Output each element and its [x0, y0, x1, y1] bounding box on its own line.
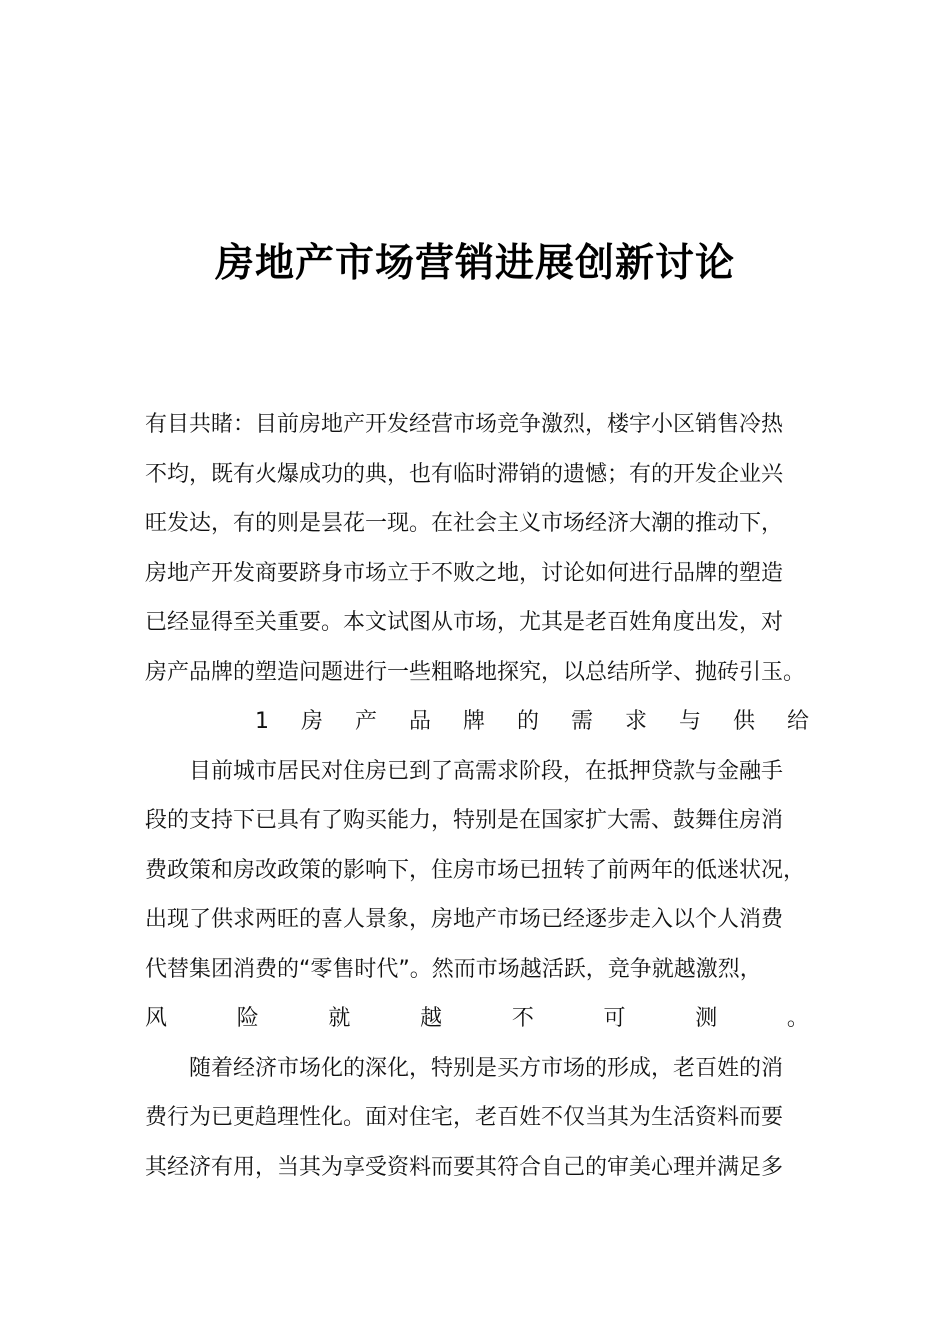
document-title: 房地产市场营销进展创新讨论	[214, 241, 735, 286]
heading-char: 1	[255, 709, 269, 734]
heading-char: 产	[354, 709, 377, 734]
text-line: 其经济有用，当其为享受资料而要其符合自己的审美心理并满足多	[145, 1154, 784, 1180]
section-heading-1	[145, 697, 809, 747]
justified-char: 越	[420, 1006, 443, 1031]
paragraph-consumer-behavior	[145, 1044, 809, 1193]
justified-char: 可	[603, 1006, 626, 1031]
heading-char: 供	[732, 709, 755, 734]
paragraph-intro	[145, 400, 809, 697]
text-line: 目前城市居民对住房已到了高需求阶段，在抵押贷款与金融手	[189, 758, 784, 784]
heading-char: 给	[786, 709, 809, 734]
text-line: 已经显得至关重要。本文试图从市场，尤其是老百姓角度出发，对	[145, 610, 784, 635]
text-line: 段的支持下已具有了购买能力，特别是在国家扩大需、鼓舞住房消	[145, 808, 784, 833]
justified-char: 不	[511, 1006, 534, 1031]
paragraph-demand-supply	[145, 747, 809, 1044]
text-line: 有目共睹：目前房地产开发经营市场竞争激烈，楼宇小区销售冷热	[145, 412, 784, 437]
text-line: 房地产开发商要跻身市场立于不败之地，讨论如何进行品牌的塑造	[145, 560, 784, 586]
justified-char: 测	[695, 1006, 718, 1031]
text-line: 随着经济市场化的深化，特别是买方市场的形成，老百姓的消	[189, 1055, 784, 1081]
text-line: 代替集团消费的“零售时代”。然而市场越活跃，竞争就越激烈，	[145, 956, 762, 982]
heading-char: 房	[300, 709, 323, 734]
justified-char: 风	[145, 1006, 168, 1031]
heading-char: 求	[624, 709, 647, 734]
heading-char: 与	[678, 709, 701, 734]
text-line: 不均，既有火爆成功的典，也有临时滞销的遗憾；有的开发企业兴	[145, 461, 784, 487]
text-line: 费政策和房改政策的影响下，住房市场已扭转了前两年的低迷状况，	[145, 857, 806, 883]
heading-char: 的	[516, 709, 539, 734]
heading-char: 需	[570, 709, 593, 734]
justified-char: 险	[236, 1006, 259, 1031]
heading-char: 牌	[462, 709, 485, 734]
text-line-justified	[145, 994, 809, 1044]
document-body	[145, 400, 809, 1192]
text-line: 房产品牌的塑造问题进行一些粗略地探究，以总结所学、抛砖引玉。	[145, 659, 806, 685]
text-line: 旺发达，有的则是昙花一现。在社会主义市场经济大潮的推动下，	[145, 511, 784, 536]
text-line: 出现了供求两旺的喜人景象，房地产市场已经逐步走入以个人消费	[145, 907, 784, 932]
text-line: 费行为已更趋理性化。面对住宅，老百姓不仅当其为生活资料而要	[145, 1105, 784, 1130]
justified-char: 就	[328, 1006, 351, 1031]
justified-char: 。	[786, 1006, 809, 1031]
heading-char: 品	[408, 709, 431, 734]
